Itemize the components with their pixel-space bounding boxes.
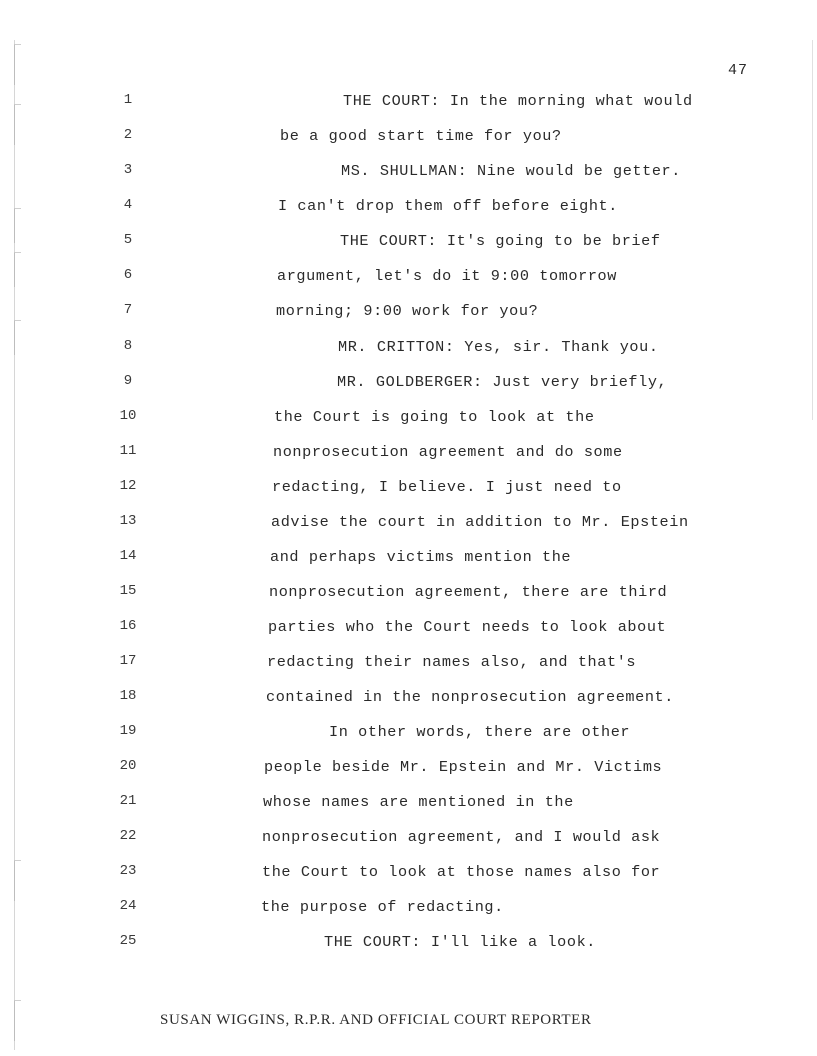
line-text: THE COURT: I'll like a look. xyxy=(324,933,596,951)
transcript-line xyxy=(0,583,817,607)
line-text: THE COURT: In the morning what would xyxy=(343,92,693,110)
line-number: 4 xyxy=(123,197,133,213)
line-number: 5 xyxy=(123,232,133,248)
line-number: 17 xyxy=(119,653,137,669)
line-text: nonprosecution agreement and do some xyxy=(273,443,623,461)
transcript-line xyxy=(0,302,817,326)
transcript-line xyxy=(0,898,817,922)
page-number: 47 xyxy=(728,62,749,79)
line-number: 11 xyxy=(119,443,137,459)
line-number: 14 xyxy=(119,548,137,564)
line-text: MS. SHULLMAN: Nine would be getter. xyxy=(341,162,681,180)
line-text: morning; 9:00 work for you? xyxy=(276,302,539,320)
transcript-line xyxy=(0,758,817,782)
transcript-line xyxy=(0,162,817,186)
line-number: 2 xyxy=(123,127,133,143)
transcript-line xyxy=(0,232,817,256)
line-text: nonprosecution agreement, and I would ask xyxy=(262,828,661,846)
line-text: THE COURT: It's going to be brief xyxy=(340,232,661,250)
line-number: 13 xyxy=(119,513,137,529)
line-number: 9 xyxy=(123,373,133,389)
binding-mark xyxy=(14,44,21,85)
transcript-line xyxy=(0,513,817,537)
line-text: redacting, I believe. I just need to xyxy=(272,478,622,496)
transcript-line xyxy=(0,267,817,291)
line-number: 10 xyxy=(119,408,137,424)
line-text: nonprosecution agreement, there are third xyxy=(269,583,668,601)
transcript-line xyxy=(0,443,817,467)
line-number: 22 xyxy=(119,828,137,844)
line-text: redacting their names also, and that's xyxy=(267,653,637,671)
line-number: 21 xyxy=(119,793,137,809)
transcript-line xyxy=(0,127,817,151)
line-text: advise the court in addition to Mr. Epstein xyxy=(271,513,689,531)
line-number: 19 xyxy=(119,723,137,739)
line-number: 15 xyxy=(119,583,137,599)
transcript-line xyxy=(0,548,817,572)
line-number: 6 xyxy=(123,267,133,283)
line-number: 16 xyxy=(119,618,137,634)
line-text: argument, let's do it 9:00 tomorrow xyxy=(277,267,617,285)
transcript-line xyxy=(0,863,817,887)
line-text: and perhaps victims mention the xyxy=(270,548,572,566)
line-text: people beside Mr. Epstein and Mr. Victims xyxy=(264,758,663,776)
line-number: 25 xyxy=(119,933,137,949)
transcript-line xyxy=(0,373,817,397)
transcript-line xyxy=(0,723,817,747)
line-text: be a good start time for you? xyxy=(280,127,562,145)
transcript-line xyxy=(0,653,817,677)
transcript-line xyxy=(0,618,817,642)
line-text: the Court to look at those names also for xyxy=(262,863,661,881)
line-number: 24 xyxy=(119,898,137,914)
transcript-line xyxy=(0,408,817,432)
line-text: MR. GOLDBERGER: Just very briefly, xyxy=(337,373,668,391)
transcript-line xyxy=(0,688,817,712)
transcript-line xyxy=(0,793,817,817)
binding-mark xyxy=(14,1000,21,1041)
transcript-line xyxy=(0,197,817,221)
line-text: MR. CRITTON: Yes, sir. Thank you. xyxy=(338,338,659,356)
transcript-line xyxy=(0,828,817,852)
line-number: 18 xyxy=(119,688,137,704)
transcript-line xyxy=(0,338,817,362)
line-number: 7 xyxy=(123,302,133,318)
transcript-line xyxy=(0,933,817,957)
transcript-line xyxy=(0,92,817,116)
line-number: 20 xyxy=(119,758,137,774)
line-text: the purpose of redacting. xyxy=(261,898,504,916)
line-text: the Court is going to look at the xyxy=(274,408,595,426)
line-text: I can't drop them off before eight. xyxy=(278,197,618,215)
line-number: 23 xyxy=(119,863,137,879)
transcript-line xyxy=(0,478,817,502)
line-number: 3 xyxy=(123,162,133,178)
line-text: whose names are mentioned in the xyxy=(263,793,574,811)
line-number: 12 xyxy=(119,478,137,494)
line-text: contained in the nonprosecution agreement. xyxy=(266,688,674,706)
line-text: In other words, there are other xyxy=(329,723,631,741)
line-number: 8 xyxy=(123,338,133,354)
court-reporter-footer: SUSAN WIGGINS, R.P.R. AND OFFICIAL COURT REPORTER xyxy=(160,1012,592,1028)
line-number: 1 xyxy=(123,92,133,108)
line-text: parties who the Court needs to look about xyxy=(268,618,667,636)
